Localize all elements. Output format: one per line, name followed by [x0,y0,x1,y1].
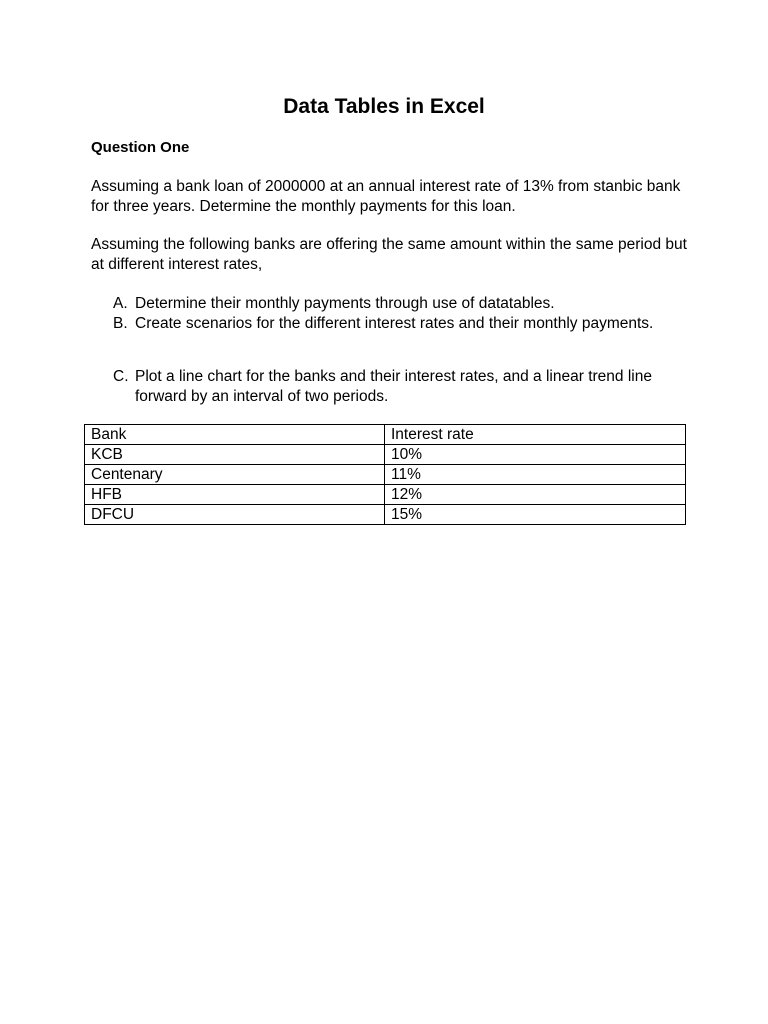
table-header-bank: Bank [85,425,385,445]
table-row [85,505,686,525]
interest-rate-table [84,424,686,525]
task-marker: B. [113,315,128,332]
task-item-c [91,367,691,407]
task-list-continued [91,367,691,407]
table-row [85,465,686,485]
table-cell-bank: KCB [85,445,385,465]
task-text: Create scenarios for the different interest rates and their monthly payments. [135,315,654,332]
table-row [85,485,686,505]
table-cell-rate: 15% [385,505,686,525]
table-cell-rate: 11% [385,465,686,485]
document-title: Data Tables in Excel [283,95,485,118]
task-text: Plot a line chart for the banks and their interest rates, and a linear trend line forward by an interval of two periods. [135,368,652,405]
question-heading: Question One [91,139,190,156]
table-cell-bank: HFB [85,485,385,505]
table-header-interest-rate: Interest rate [385,425,686,445]
loan-paragraph: Assuming a bank loan of 2000000 at an annual interest rate of 13% from stanbic bank for three years. Determine the monthly payments for this loan. [91,178,681,215]
table-cell-rate: 10% [385,445,686,465]
task-text: Determine their monthly payments through use of datatables. [135,295,555,312]
task-list [91,294,691,334]
task-marker: C. [113,368,129,385]
table-row [85,445,686,465]
table-header-row [85,425,686,445]
task-item-a [91,294,691,314]
table-cell-bank: DFCU [85,505,385,525]
banks-paragraph: Assuming the following banks are offering the same amount within the same period but at different interest rates, [91,236,687,273]
table-cell-bank: Centenary [85,465,385,485]
task-marker: A. [113,295,128,312]
task-item-b [91,314,691,334]
table-cell-rate: 12% [385,485,686,505]
